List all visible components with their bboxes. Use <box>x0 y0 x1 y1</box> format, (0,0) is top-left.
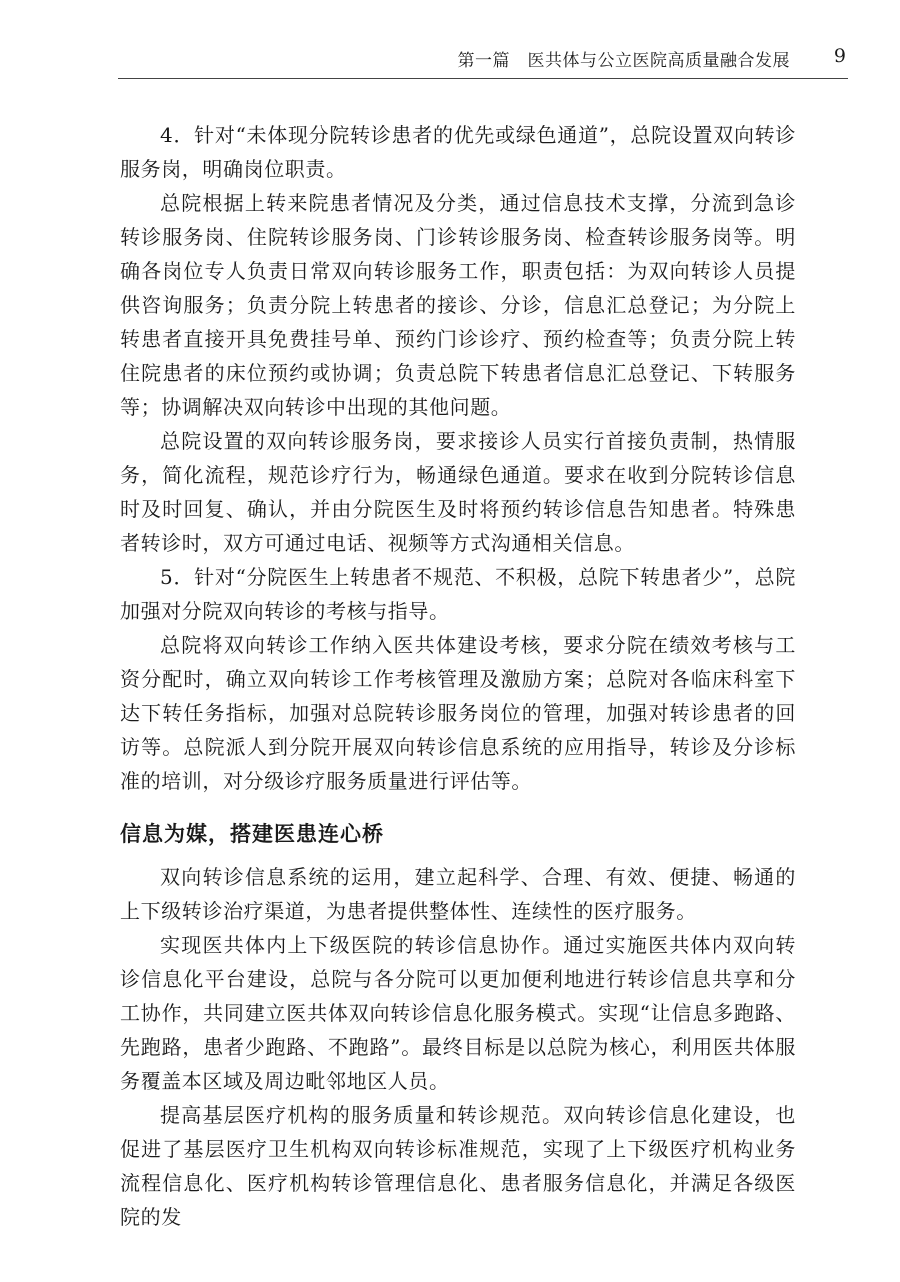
page-number: 9 <box>833 45 846 67</box>
running-header <box>118 44 848 79</box>
running-header-title: 第一篇 医共体与公立医院高质量融合发展 <box>457 51 790 71</box>
paragraph-system-usage: 双向转诊信息系统的运用，建立起科学、合理、有效、便捷、畅通的上下级转诊治疗渠道，为患者提供整体性、连续性的医疗服务。 <box>120 865 796 923</box>
paragraph-service-quality: 提高基层医疗机构的服务质量和转诊规范。双向转诊信息化建设，也促进了基层医疗卫生机构双向转诊标准规范，实现了上下级医疗机构业务流程信息化、医疗机构转诊管理信息化、患者服务信息化，并满足各级医院的发 <box>120 1103 796 1229</box>
body-text <box>120 118 796 1234</box>
section-heading: 信息为媒，搭建医患连心桥 <box>120 822 384 846</box>
paragraph-item-5: 5．针对“分院医生上转患者不规范、不积极，总院下转患者少”，总院加强对分院双向转诊的考核与指导。 <box>120 565 796 623</box>
paragraph-information-collaboration: 实现医共体内上下级医院的转诊信息协作。通过实施医共体内双向转诊信息化平台建设，总院与各分院可以更加便利地进行转诊信息共享和分工协作，共同建立医共体双向转诊信息化服务模式。实现“让信息多跑路、先跑路，患者少跑路、不跑路”。最终目标是以总院为核心，利用医共体服务覆盖本区域及周边毗邻地区人员。 <box>120 933 796 1093</box>
paragraph-service-duties: 总院根据上转来院患者情况及分类，通过信息技术支撑，分流到急诊转诊服务岗、住院转诊服务岗、门诊转诊服务岗、检查转诊服务岗等。明确各岗位专人负责日常双向转诊服务工作，职责包括：为双向转诊人员提供咨询服务；负责分院上转患者的接诊、分诊，信息汇总登记；为分院上转患者直接开具免费挂号单、预约门诊诊疗、预约检查等；负责分院上转住院患者的床位预约或协调；负责总院下转患者信息汇总登记、下转服务等；协调解决双向转诊中出现的其他问题。 <box>120 191 796 419</box>
paragraph-assessment: 总院将双向转诊工作纳入医共体建设考核，要求分院在绩效考核与工资分配时，确立双向转诊工作考核管理及激励方案；总院对各临床科室下达下转任务指标，加强对总院转诊服务岗位的管理，加强对转诊患者的回访等。总院派人到分院开展双向转诊信息系统的应用指导，转诊及分诊标准的培训，对分级诊疗服务质量进行评估等。 <box>120 633 796 793</box>
paragraph-item-4: 4．针对“未体现分院转诊患者的优先或绿色通道”，总院设置双向转诊服务岗，明确岗位职责。 <box>120 123 796 181</box>
paragraph-service-requirements: 总院设置的双向转诊服务岗，要求接诊人员实行首接负责制，热情服务，简化流程，规范诊疗行为，畅通绿色通道。要求在收到分院转诊信息时及时回复、确认，并由分院医生及时将预约转诊信息告知患者。特殊患者转诊时，双方可通过电话、视频等方式沟通相关信息。 <box>120 429 796 555</box>
